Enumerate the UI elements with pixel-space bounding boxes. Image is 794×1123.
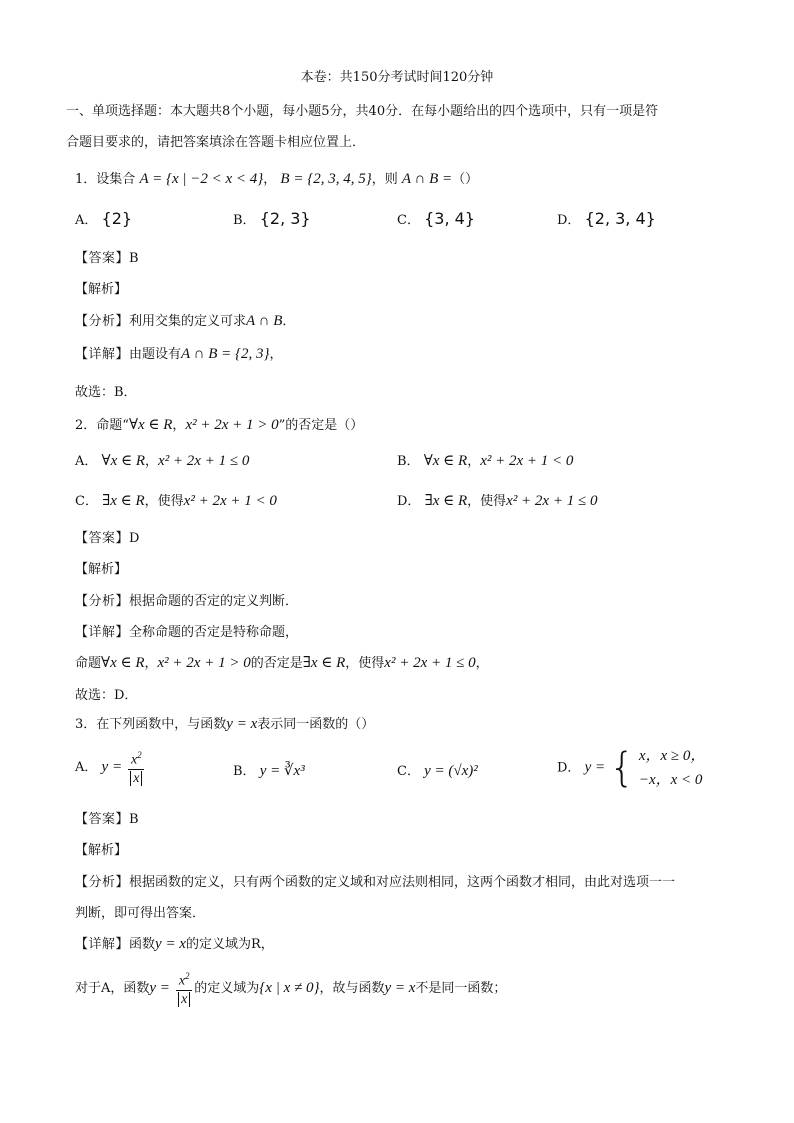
detail-line [75,343,283,363]
option-b [233,209,311,228]
option-label: D． [397,494,421,509]
math-expr: y = x [226,716,258,732]
answer-line [75,808,139,827]
answer-blank: （） [452,172,479,187]
option-d [397,490,597,510]
option-value: {2, 3} [259,209,311,228]
analysis-line [75,871,675,890]
option-text: ， [467,454,481,469]
option-a [75,209,132,228]
punct: ， [172,418,186,433]
xiangjie-text: 由题设有 [129,347,182,362]
option-a [75,450,249,470]
math-expr: A ∩ B = {2, 3} [181,346,270,362]
option-label: A． [75,454,98,469]
question-text: ，则 [371,172,398,187]
detail-line [75,933,274,953]
option-b [397,450,573,470]
option-label: C． [397,764,420,779]
math-expr: x² + 2x + 1 ≤ 0 [384,655,476,671]
choice-conclusion: 故选：B． [75,385,137,400]
fraction-numerator: $x^2$ [130,750,142,768]
question-2 [75,414,363,434]
detail-text: 的否定是 [250,656,303,671]
option-label: B． [233,213,256,228]
math-expr: y = (√x)² [424,763,478,779]
fraction [176,968,192,1009]
fraction-denominator: x [176,990,192,1009]
fraction-numerator: $x^2$ [178,971,190,989]
question-text: 表示同一函数的（） [257,717,375,732]
math-expr: y = ∛x³ [259,763,305,779]
option-label: A． [75,213,98,228]
punct: ， [475,656,489,671]
answer-line [75,247,139,266]
math-expr: y = x [155,936,186,952]
set-a-definition: A = {x | −2 < x < 4} [139,171,264,187]
case-row-1: x，x ≥ 0， [638,748,706,764]
option-a [75,747,146,788]
choice-conclusion: 故选：D． [75,688,138,703]
detail-text: 的定义域为R， [185,937,274,952]
detail-line-2 [75,652,489,672]
detail-line-a [75,968,506,1009]
case-row-2: −x，x < 0 [638,772,703,788]
punct: ， [144,656,158,671]
math-expr: ∃x ∈ R [424,493,468,509]
detail-text: ，使得 [345,656,385,671]
piecewise-cases [639,744,706,792]
fenxi-text: 利用交集的定义可求 [129,314,247,329]
option-label: C． [75,494,98,509]
option-label: C． [397,213,420,228]
analysis-line-2: 判断，即可得出答案． [75,906,206,921]
answer-value: B [129,812,139,827]
fenxi-text: 根据命题的否定的定义判断． [129,594,299,609]
math-expr: {x | x ≠ 0} [259,979,320,996]
math-expr: x² + 2x + 1 < 0 [480,453,574,469]
analysis-line [75,590,298,609]
option-value: {2, 3, 4} [584,209,656,228]
question-number: 2． [75,418,97,433]
question-text: 在下列函数中，与函数 [96,717,227,732]
answer-line [75,527,139,546]
question-1 [75,168,478,188]
fenxi-tag: 【分析】 [75,875,130,890]
xiangjie-tag: 【详解】 [75,625,130,640]
question-text: ”的否定是（） [278,418,364,433]
xiangjie-tag: 【详解】 [75,937,130,952]
option-b [233,760,305,780]
question-number: 1． [75,172,97,187]
option-c [397,209,475,228]
answer-value: D [129,531,140,546]
math-expr: y = [584,759,606,776]
option-d [557,209,656,228]
math-expr: ∃x ∈ R [302,655,346,671]
punct: ， [263,172,277,187]
section-instruction-line2: 合题目要求的，请把答案填涂在答题卡相应位置上． [66,135,366,150]
option-c [75,490,277,510]
math-expr: x² + 2x + 1 > 0 [157,655,251,671]
analysis-tag: 【解析】 [75,282,128,297]
punct: ， [269,347,283,362]
math-expr: x² + 2x + 1 ≤ 0 [506,493,598,509]
fraction [128,747,144,788]
option-label: D． [557,213,581,228]
xiangjie-text: 全称命题的否定是特称命题， [129,625,299,640]
option-label: D． [557,760,581,776]
answer-tag: 【答案】 [75,531,130,546]
answer-tag: 【答案】 [75,812,130,827]
set-b-definition: B = {2, 3, 4, 5} [280,171,372,187]
detail-text: 对于A，函数 [75,980,150,996]
analysis-tag: 【解析】 [75,562,128,577]
option-label: A． [75,759,98,775]
analysis-line [75,310,295,330]
left-brace: { [609,745,635,791]
option-c [397,760,478,780]
exam-header: 本卷：共150分考试时间120分钟 [300,70,494,85]
option-value: {2} [101,209,133,228]
math-expr: A ∩ B [246,313,283,329]
question-text: 命题“ [96,418,129,433]
math-expr: ∀x ∈ R [101,453,146,469]
fenxi-tag: 【分析】 [75,594,130,609]
detail-text: 命题 [75,656,102,671]
detail-text: 的定义域为 [194,980,260,996]
math-expr: y = x [384,979,416,996]
math-expr: y = [101,758,123,775]
math-expr: ∀x ∈ R [128,417,173,433]
section-instruction-line1: 一、单项选择题：本大题共8个小题，每小题5分，共40分．在每小题给出的四个选项中，只有一项是符 [66,104,659,119]
math-expr: x² + 2x + 1 > 0 [185,417,279,433]
fraction-denominator: x [128,769,144,788]
math-expr: x² + 2x + 1 < 0 [183,493,277,509]
detail-line [75,621,298,640]
question-number: 3． [75,717,97,732]
math-expr: ∃x ∈ R [102,493,145,509]
detail-text: 函数 [129,937,156,952]
option-text: ，使得 [144,494,184,509]
fenxi-text: 根据函数的定义，只有两个函数的定义域和对应法则相同，这两个函数才相同，由此对选项一一 [129,875,676,890]
question-3 [75,713,374,733]
xiangjie-tag: 【详解】 [75,347,130,362]
math-expr: y = [149,979,170,996]
math-expr: ∀x ∈ R [101,655,145,671]
option-label: B． [233,764,256,779]
option-text: ，使得 [467,494,507,509]
option-text: ， [145,454,159,469]
math-expr: x² + 2x + 1 ≤ 0 [158,453,250,469]
answer-value: B [129,251,139,266]
option-value: {3, 4} [424,209,475,228]
fenxi-tag: 【分析】 [75,314,130,329]
math-expr: ∀x ∈ R [423,453,468,469]
option-d [557,744,705,792]
punct: ． [282,314,296,329]
answer-tag: 【答案】 [75,251,130,266]
intersection-expr: A ∩ B = [401,171,453,187]
question-text: 设集合 [96,172,136,187]
analysis-tag: 【解析】 [75,843,128,858]
option-label: B． [397,454,420,469]
detail-text: ，故与函数 [319,980,385,996]
detail-text: 不是同一函数； [415,980,507,996]
